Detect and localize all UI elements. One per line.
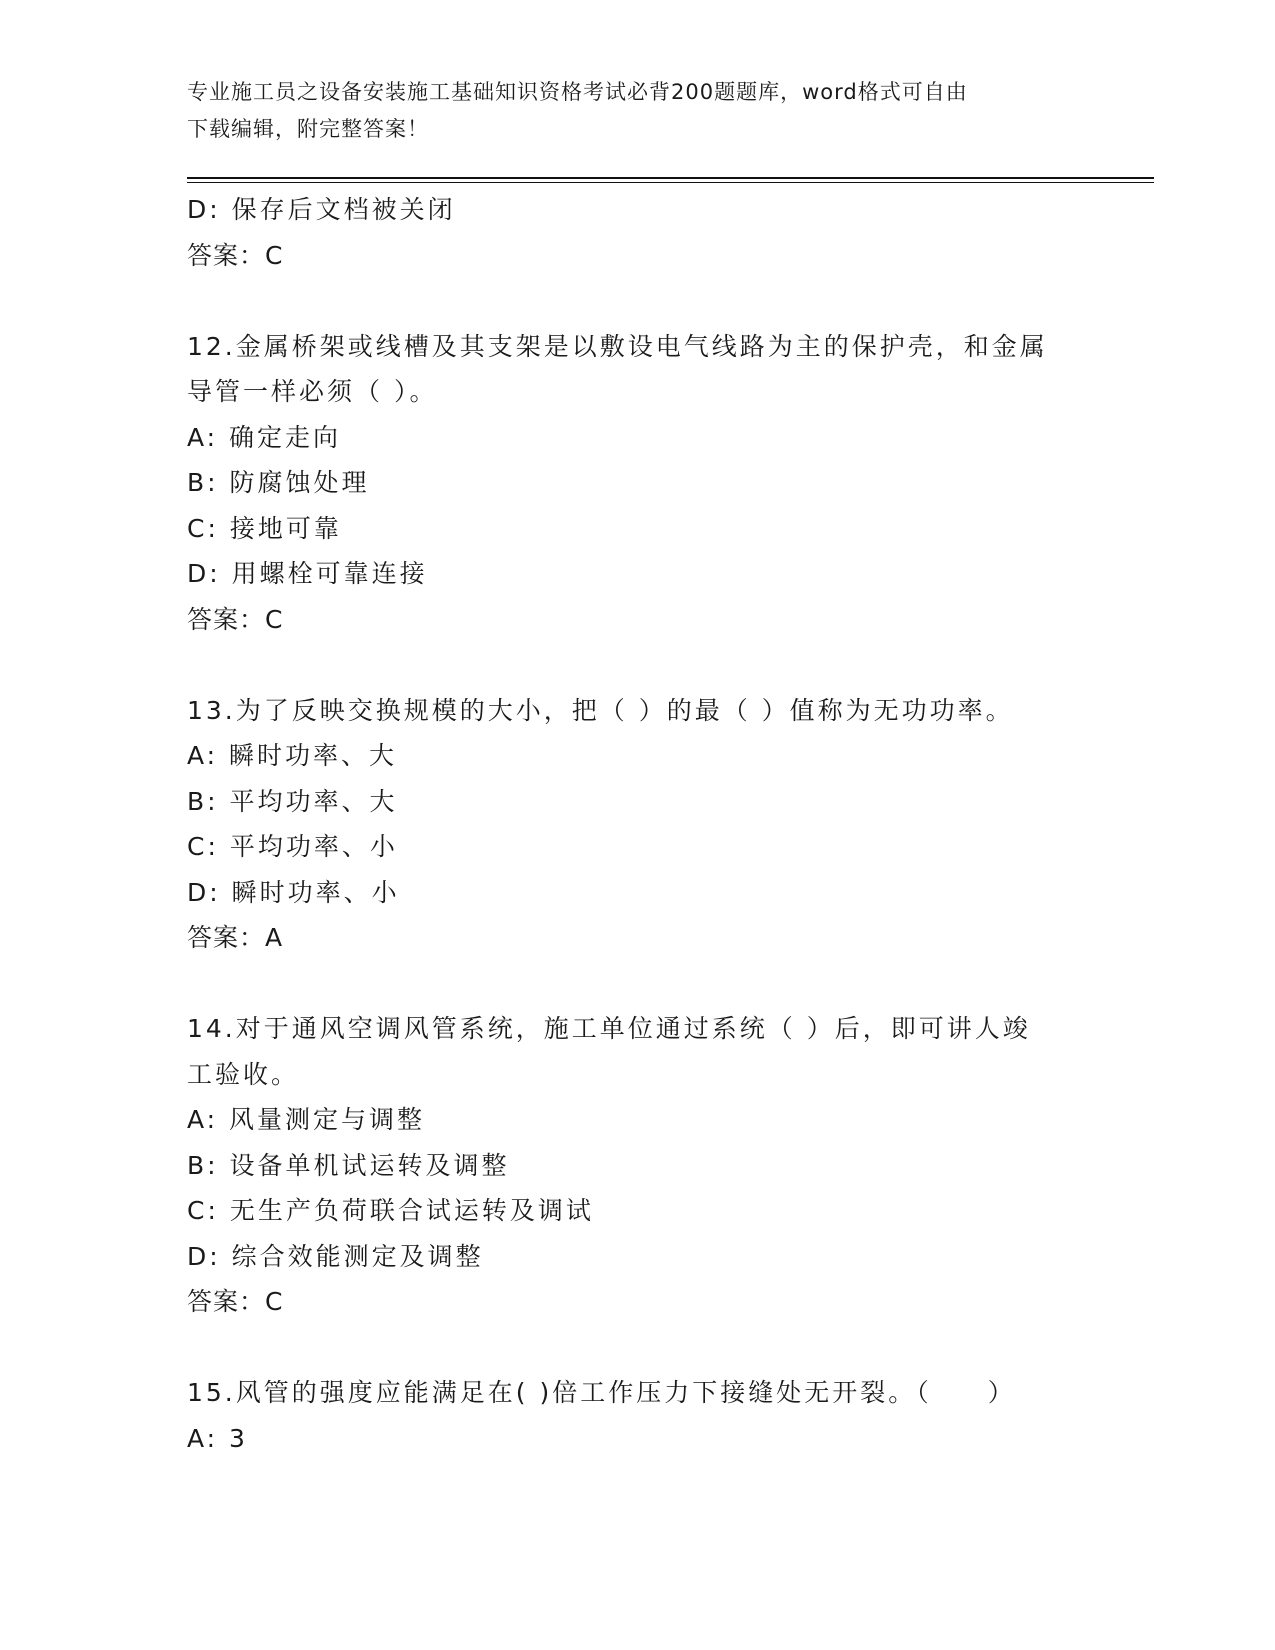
option-c: C: 无生产负荷联合试运转及调试 <box>187 1196 594 1225</box>
option-a: A: 3 <box>187 1423 248 1453</box>
question-13 <box>187 688 1087 961</box>
question-stem: 13.为了反映交换规模的大小，把（ ）的最（ ）值称为无功功率。 <box>187 695 1014 725</box>
option-b: B: 平均功率、大 <box>187 786 398 816</box>
option-c: C: 接地可靠 <box>187 513 342 543</box>
spacer <box>187 1325 1087 1371</box>
answer: 答案：A <box>187 923 284 952</box>
question-stem: 14.对于通风空调风管系统，施工单位通过系统（ ）后，即可讲人竣 <box>187 1014 1031 1043</box>
option-c: C: 平均功率、小 <box>187 832 398 861</box>
question-stem: 15.风管的强度应能满足在( )倍工作压力下接缝处无开裂。（ ） <box>187 1378 1016 1407</box>
spacer <box>187 642 1087 688</box>
answer: 答案：C <box>187 604 284 634</box>
question-stem-continued: 工验收。 <box>187 1059 300 1089</box>
question-14 <box>187 1006 1087 1325</box>
header-divider-thin <box>187 182 1154 183</box>
question-stem: 12.金属桥架或线槽及其支架是以敷设电气线路为主的保护壳，和金属 <box>187 331 1048 361</box>
header-divider-thick <box>187 177 1154 179</box>
header-line-1: 专业施工员之设备安装施工基础知识资格考试必背200题题库，word格式可自由 <box>187 80 968 104</box>
option-a: A: 风量测定与调整 <box>187 1105 426 1134</box>
question-stem-continued: 导管一样必须（ ）。 <box>187 377 438 406</box>
option-a: A: 瞬时功率、大 <box>187 741 398 770</box>
question-list <box>187 187 1087 1461</box>
spacer <box>187 961 1087 1007</box>
spacer <box>187 278 1087 324</box>
option-d: D: 瞬时功率、小 <box>187 877 400 907</box>
option-a: A: 确定走向 <box>187 422 342 452</box>
option-b: B: 设备单机试运转及调整 <box>187 1150 510 1180</box>
question-15 <box>187 1370 1087 1461</box>
answer: 答案：C <box>187 1287 284 1316</box>
question-12 <box>187 324 1087 643</box>
option-d: D: 保存后文档被关闭 <box>187 195 456 224</box>
document-header <box>187 74 1067 148</box>
question-11-tail <box>187 187 1087 278</box>
answer: 答案：C <box>187 240 284 270</box>
option-d: D: 综合效能测定及调整 <box>187 1241 484 1271</box>
option-b: B: 防腐蚀处理 <box>187 468 370 497</box>
header-line-2: 下载编辑，附完整答案！ <box>187 117 429 141</box>
option-d: D: 用螺栓可靠连接 <box>187 559 428 588</box>
